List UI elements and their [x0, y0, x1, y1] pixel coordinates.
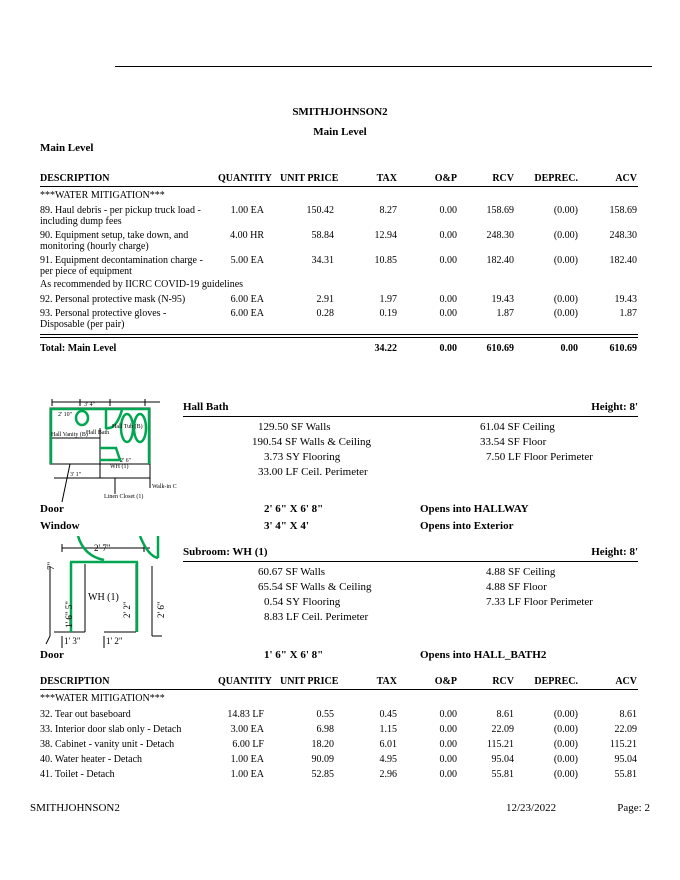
col-quantity: QUANTITY	[218, 676, 272, 687]
col-acv: ACV	[615, 676, 637, 687]
sketch-dim: 1' 3"	[64, 636, 81, 646]
row-tax: 8.27	[379, 205, 397, 216]
category-label: ***WATER MITIGATION***	[40, 190, 165, 201]
row-tax: 4.95	[379, 754, 397, 765]
row-op: 0.00	[439, 724, 457, 735]
opening-destination: Opens into HALL_BATH2	[420, 649, 547, 661]
col-rcv: RCV	[492, 173, 514, 184]
col-quantity: QUANTITY	[218, 173, 272, 184]
opening-type: Door	[40, 503, 64, 515]
footer-page-number: Page: 2	[617, 802, 650, 814]
total-tax: 34.22	[374, 343, 397, 354]
sketch-label-bath: Hall Bath	[86, 430, 110, 436]
room-metric-right: 7.50 LF Floor Perimeter	[486, 451, 593, 463]
sketch-label-vanity: Hall Vanity (B)	[51, 432, 88, 438]
col-acv: ACV	[615, 173, 637, 184]
row-description: 40. Water heater - Detach	[40, 754, 143, 765]
sketch-label-linen: Linen Closet (1)	[104, 494, 144, 500]
row-rcv: 19.43	[491, 294, 514, 305]
row-acv: 19.43	[614, 294, 637, 305]
room-metric-right: 61.04 SF Ceiling	[480, 421, 555, 433]
room-name: Hall Bath	[183, 401, 229, 413]
row-deprec: (0.00)	[553, 255, 578, 266]
room-rule	[183, 561, 638, 562]
opening-destination: Opens into Exterior	[420, 520, 514, 532]
sketch-label-wh: WH (1)	[88, 592, 119, 603]
row-description: 90. Equipment setup, take down, and monitoring (hourly charge)	[40, 230, 189, 252]
row-quantity: 6.00 LF	[232, 739, 264, 750]
total-op: 0.00	[439, 343, 457, 354]
col-op: O&P	[434, 173, 457, 184]
row-deprec: (0.00)	[553, 230, 578, 241]
col-tax: TAX	[376, 676, 397, 687]
document-title: SMITHJOHNSON2	[292, 106, 388, 118]
total-acv: 610.69	[609, 343, 637, 354]
row-unit-price: 6.98	[316, 724, 334, 735]
row-deprec: (0.00)	[553, 769, 578, 780]
col-unit-price: UNIT PRICE	[280, 676, 339, 687]
hall-bath-floorplan-sketch	[40, 398, 180, 506]
row-unit-price: 34.31	[311, 255, 334, 266]
row-unit-price: 150.42	[306, 205, 334, 216]
sketch-dim: 2' 6"	[120, 458, 132, 464]
row-deprec: (0.00)	[553, 739, 578, 750]
sketch-dim: 3' 4"	[84, 402, 96, 408]
sketch-label-walkin: Walk-in C	[152, 484, 177, 490]
col-tax: TAX	[376, 173, 397, 184]
row-description: 92. Personal protective mask (N-95)	[40, 294, 186, 305]
row-acv: 22.09	[614, 724, 637, 735]
sketch-dim: 2' 2"	[122, 601, 132, 618]
sketch-dim: 1' 6" 5"	[64, 601, 74, 628]
footer-date: 12/23/2022	[506, 802, 557, 814]
row-acv: 115.21	[609, 739, 637, 750]
row-tax: 1.15	[379, 724, 397, 735]
total-label: Total: Main Level	[40, 343, 117, 354]
row-rcv: 158.69	[486, 205, 514, 216]
header-rule	[40, 689, 638, 690]
row-description: 32. Tear out baseboard	[40, 709, 131, 720]
sketch-dim: 2' 6"	[156, 601, 166, 618]
row-acv: 55.81	[614, 769, 637, 780]
row-quantity: 1.00 EA	[230, 769, 264, 780]
sketch-dim: 3' 1"	[70, 472, 82, 478]
opening-size: 2' 6" X 6' 8"	[264, 503, 324, 515]
sketch-dim: 2' 7"	[94, 543, 111, 553]
col-description: DESCRIPTION	[40, 173, 110, 184]
row-quantity: 4.00 HR	[230, 230, 264, 241]
row-description: 33. Interior door slab only - Detach	[40, 724, 182, 735]
row-description: 41. Toilet - Detach	[40, 769, 115, 780]
sketch-dim: 1' 2"	[106, 636, 123, 646]
row-op: 0.00	[439, 308, 457, 319]
row-rcv: 248.30	[486, 230, 514, 241]
room-metric-left: 0.54 SY Flooring	[264, 596, 341, 608]
row-tax: 12.94	[374, 230, 397, 241]
row-quantity: 14.83 LF	[227, 709, 264, 720]
header-rule	[40, 186, 638, 187]
room-metric-left: 3.73 SY Flooring	[264, 451, 341, 463]
row-acv: 1.87	[619, 308, 637, 319]
row-rcv: 55.81	[491, 769, 514, 780]
row-deprec: (0.00)	[553, 724, 578, 735]
row-acv: 95.04	[614, 754, 637, 765]
level-heading-left: Main Level	[40, 142, 94, 154]
room-metric-left: 8.83 LF Ceil. Perimeter	[264, 611, 369, 623]
row-unit-price: 90.09	[311, 754, 334, 765]
row-deprec: (0.00)	[553, 308, 578, 319]
row-op: 0.00	[439, 709, 457, 720]
sketch-dim: 2' 10"	[58, 412, 73, 418]
row-quantity: 1.00 EA	[230, 205, 264, 216]
room-metric-right: 4.88 SF Ceiling	[486, 566, 556, 578]
row-quantity: 3.00 EA	[230, 724, 264, 735]
row-rcv: 95.04	[491, 754, 514, 765]
row-acv: 182.40	[609, 255, 637, 266]
wh-subroom-floorplan-sketch	[40, 536, 180, 648]
row-quantity: 6.00 EA	[230, 294, 264, 305]
row-deprec: (0.00)	[553, 294, 578, 305]
row-description: 89. Haul debris - per pickup truck load - including dump fees	[40, 205, 201, 227]
row-tax: 1.97	[379, 294, 397, 305]
col-rcv: RCV	[492, 676, 514, 687]
room-metric-left: 129.50 SF Walls	[258, 421, 331, 433]
level-heading-center: Main Level	[313, 126, 367, 138]
row-op: 0.00	[439, 255, 457, 266]
row-unit-price: 18.20	[311, 739, 334, 750]
row-unit-price: 0.28	[316, 308, 334, 319]
row-unit-price: 52.85	[311, 769, 334, 780]
guideline-note: As recommended by IICRC COVID-19 guidelines	[40, 279, 244, 290]
sketch-label-tub: Hall Tub (B)	[112, 424, 143, 430]
total-rule-bottom	[40, 337, 638, 338]
row-deprec: (0.00)	[553, 754, 578, 765]
room-metric-right: 33.54 SF Floor	[480, 436, 547, 448]
row-tax: 6.01	[379, 739, 397, 750]
row-description: 93. Personal protective gloves - Disposable (per pair)	[40, 308, 167, 330]
row-deprec: (0.00)	[553, 205, 578, 216]
col-deprec: DEPREC.	[534, 676, 578, 687]
category-label: ***WATER MITIGATION***	[40, 693, 165, 704]
row-unit-price: 58.84	[311, 230, 334, 241]
sketch-label-wh: WH (1)	[110, 464, 129, 470]
total-deprec: 0.00	[560, 343, 578, 354]
room-metric-right: 4.88 SF Floor	[486, 581, 547, 593]
row-tax: 2.96	[379, 769, 397, 780]
top-rule	[115, 66, 652, 67]
row-unit-price: 2.91	[316, 294, 334, 305]
row-description: 91. Equipment decontamination charge - per piece of equipment	[40, 255, 203, 277]
row-op: 0.00	[439, 294, 457, 305]
row-tax: 0.45	[379, 709, 397, 720]
total-rule-top	[40, 334, 638, 335]
room-height: Height: 8'	[591, 401, 638, 413]
row-acv: 158.69	[609, 205, 637, 216]
col-description: DESCRIPTION	[40, 676, 110, 687]
opening-type: Window	[40, 520, 80, 532]
row-rcv: 115.21	[486, 739, 514, 750]
row-quantity: 1.00 EA	[230, 754, 264, 765]
opening-size: 1' 6" X 6' 8"	[264, 649, 324, 661]
room-rule	[183, 416, 638, 417]
row-op: 0.00	[439, 739, 457, 750]
row-op: 0.00	[439, 754, 457, 765]
col-unit-price: UNIT PRICE	[280, 173, 339, 184]
room-name: Subroom: WH (1)	[183, 546, 268, 558]
row-rcv: 182.40	[486, 255, 514, 266]
row-rcv: 1.87	[496, 308, 514, 319]
total-rcv: 610.69	[486, 343, 514, 354]
room-metric-left: 33.00 LF Ceil. Perimeter	[258, 466, 368, 478]
row-op: 0.00	[439, 205, 457, 216]
room-metric-left: 65.54 SF Walls & Ceiling	[258, 581, 372, 593]
row-op: 0.00	[439, 230, 457, 241]
row-op: 0.00	[439, 769, 457, 780]
row-acv: 8.61	[619, 709, 637, 720]
row-quantity: 5.00 EA	[230, 255, 264, 266]
row-tax: 0.19	[379, 308, 397, 319]
row-description: 38. Cabinet - vanity unit - Detach	[40, 739, 175, 750]
row-tax: 10.85	[374, 255, 397, 266]
opening-size: 3' 4" X 4'	[264, 520, 309, 532]
room-metric-left: 60.67 SF Walls	[258, 566, 326, 578]
footer-company: SMITHJOHNSON2	[30, 802, 120, 814]
row-rcv: 8.61	[496, 709, 514, 720]
col-op: O&P	[434, 676, 457, 687]
row-deprec: (0.00)	[553, 709, 578, 720]
sketch-dim: 7"	[46, 561, 56, 570]
room-metric-left: 190.54 SF Walls & Ceiling	[252, 436, 372, 448]
room-metric-right: 7.33 LF Floor Perimeter	[486, 596, 593, 608]
row-acv: 248.30	[609, 230, 637, 241]
opening-destination: Opens into HALLWAY	[420, 503, 529, 515]
row-rcv: 22.09	[491, 724, 514, 735]
col-deprec: DEPREC.	[534, 173, 578, 184]
row-quantity: 6.00 EA	[230, 308, 264, 319]
opening-type: Door	[40, 649, 64, 661]
room-height: Height: 8'	[591, 546, 638, 558]
row-unit-price: 0.55	[316, 709, 334, 720]
